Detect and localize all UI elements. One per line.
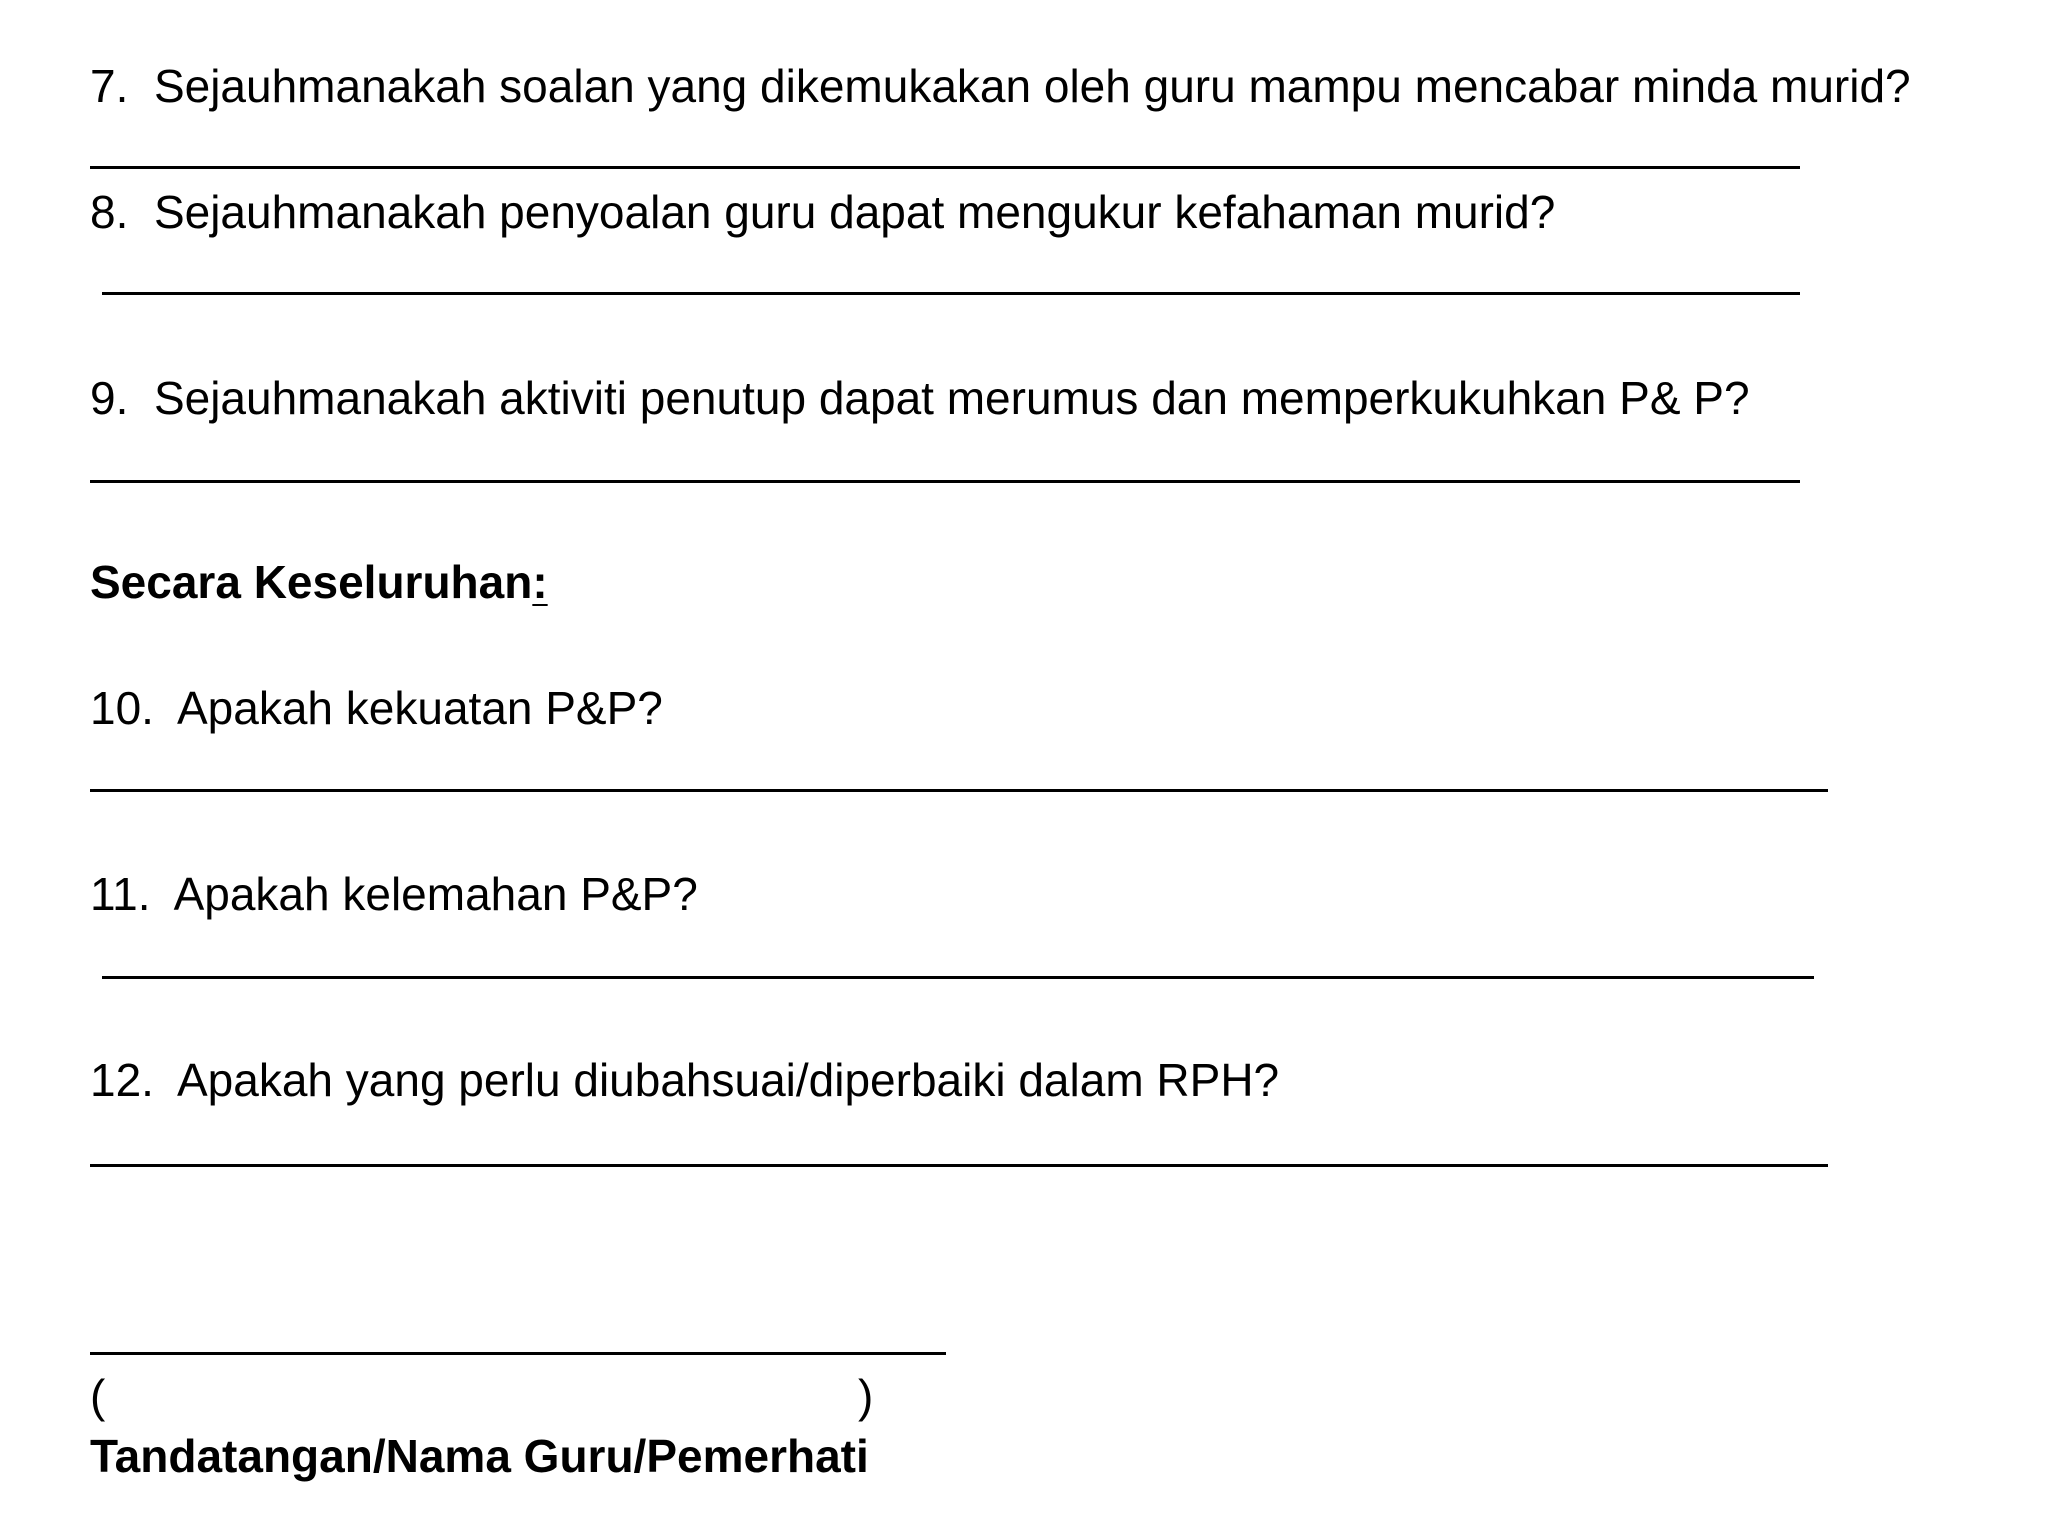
- question-text: Sejauhmanakah soalan yang dikemukakan oleh guru mampu mencabar minda murid?: [153, 60, 1911, 112]
- open-parenthesis: (: [90, 1370, 106, 1422]
- question-text: Apakah kelemahan P&P?: [173, 868, 698, 920]
- question-number: 7.: [90, 60, 129, 112]
- question-12: [90, 1052, 1279, 1108]
- question-text: Sejauhmanakah aktiviti penutup dapat merumus dan memperkukuhkan P& P?: [153, 372, 1750, 424]
- question-text: Sejauhmanakah penyoalan guru dapat mengukur kefahaman murid?: [153, 186, 1556, 238]
- answer-line-11[interactable]: [102, 976, 1814, 979]
- answer-line-8[interactable]: [102, 292, 1800, 295]
- signature-label: Tandatangan/Nama Guru/Pemerhati: [90, 1430, 869, 1482]
- question-number: 12.: [90, 1054, 154, 1106]
- answer-line-10[interactable]: [90, 789, 1828, 792]
- close-parenthesis: ): [858, 1370, 874, 1422]
- question-text: Apakah yang perlu diubahsuai/diperbaiki dalam RPH?: [176, 1054, 1280, 1106]
- name-field[interactable]: [120, 1368, 850, 1424]
- question-9: [90, 370, 1750, 426]
- answer-line-9[interactable]: [90, 480, 1800, 483]
- question-number: 11.: [90, 868, 151, 920]
- question-11: [90, 866, 698, 922]
- question-number: 8.: [90, 186, 129, 238]
- question-text: Apakah kekuatan P&P?: [176, 682, 663, 734]
- question-7: [90, 58, 1911, 114]
- question-10: [90, 680, 663, 736]
- question-number: 9.: [90, 372, 129, 424]
- section-heading-text: Secara Keseluruhan: [90, 556, 533, 608]
- answer-line-7[interactable]: [90, 166, 1800, 169]
- question-number: 10.: [90, 682, 154, 734]
- section-heading: [90, 554, 548, 610]
- answer-line-12[interactable]: [90, 1164, 1828, 1167]
- section-heading-colon: :: [532, 556, 548, 608]
- question-8: [90, 184, 1555, 240]
- signature-line[interactable]: [90, 1352, 946, 1355]
